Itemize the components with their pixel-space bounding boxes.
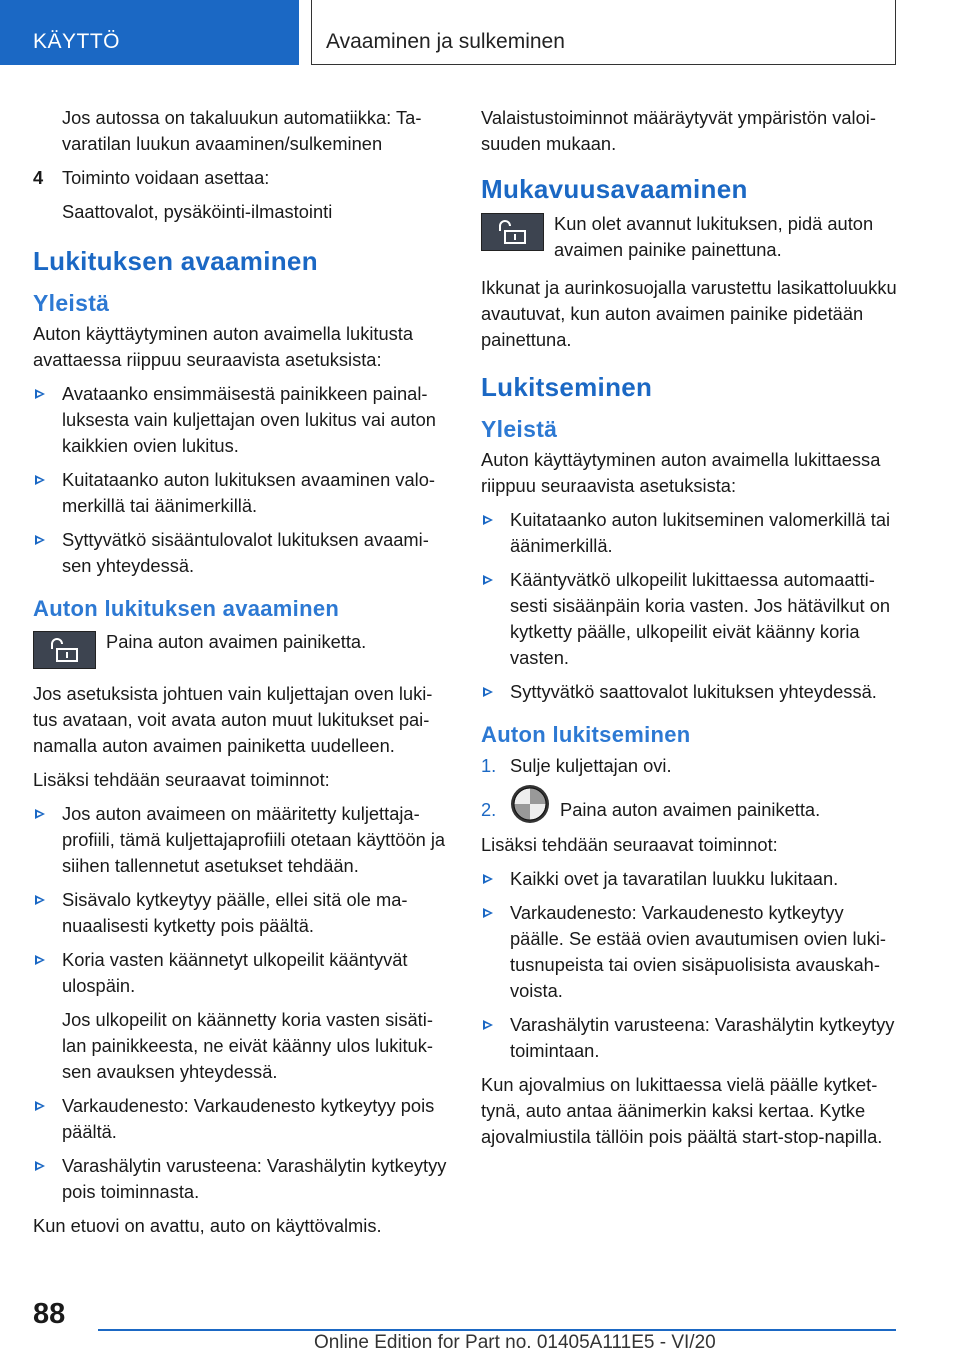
end-text: Kun ajovalmius on lukittaessa vielä päälle kytkettynä, auto antaa äänimerkin kaksi kertaa. Kytke ajovalmiustila tällöin pois päältä start-stop-napilla. [481,1074,883,1148]
general-bullets [481,507,901,705]
list-item: Syttyvätkö saattovalot lukituksen yhteydessä. [481,679,901,705]
end-text: Kun etuovi on avattu, auto on käyttövalmis. [33,1215,382,1236]
step-number: 1. [481,755,497,776]
list-item: Kuitataanko auton lukituksen avaaminen valomerkillä tai äänimerkillä. [33,467,449,519]
left-column [33,105,449,1247]
list-item: Koria vasten käännetyt ulkopeilit kääntyvät ulospäin. Jos ulkopeilit on käännetty koria vasten sisätilan painikkeesta, ne eivät käänny ulos lukituksen avauksen yhteydessä. [33,947,449,1085]
header-section: KÄYTTÖ [0,0,299,65]
triangle-bullet-icon [483,908,493,918]
item-text: Toiminto voidaan asettaa: [62,167,270,188]
triangle-bullet-icon [35,809,45,819]
heading-car-unlock: Auton lukituksen avaaminen [33,596,340,621]
also-text: Lisäksi tehdään seuraavat toiminnot: [33,769,330,790]
comfort-text: Ikkunat ja aurinkosuojalla varustettu lasikattoluukku avautuvat, kun auton avaimen painike pidetään painettuna. [481,277,897,350]
comfort-key-text: Kun olet avannut lukituksen, pidä auton avaimen painike painettuna. [554,213,874,260]
general-text: Auton käyttäytyminen auton avaimella lukitusta avattaessa riippuu seuraavista asetuksista: [33,323,414,370]
unlock-key-icon [481,213,544,251]
step-number: 2. [481,799,497,820]
also-bullets [33,801,449,1205]
step-content [510,797,820,824]
list-item: Jos auton avaimeen on määritetty kuljettajaprofiili, tämä kuljettajaprofiili otetaan käyttöön ja siihen tallennetut asetukset tehdään. [33,801,449,879]
triangle-bullet-icon [35,1101,45,1111]
triangle-bullet-icon [483,1020,493,1030]
also-bullets [481,866,901,1064]
key-text: Paina auton avaimen painiketta. [106,631,367,652]
triangle-bullet-icon [35,895,45,905]
list-item-4 [33,165,449,191]
triangle-bullet-icon [483,874,493,884]
also-text: Lisäksi tehdään seuraavat toiminnot: [481,834,778,856]
heading-comfort: Mukavuusavaaminen [481,174,748,204]
footer-edition: Online Edition for Part no. 01405A111E5 - VI/20 [314,1332,716,1353]
list-item: Kuitataanko auton lukitseminen valomerkillä tai äänimerkillä. [481,507,901,559]
step-1 [481,753,901,779]
heading-general: Yleistä [481,416,558,442]
triangle-bullet-icon [483,515,493,525]
top-text: Valaistustoiminnot määräytyvät ympäristön valoisuuden mukaan. [481,107,876,154]
page-number: 88 [33,1298,66,1330]
list-item: Kääntyvätkö ulkopeilit lukittaessa automaattisesti sisäänpäin koria vasten. Jos hätävilkut on kytketty päälle, ulkopeilit eivät käänny koria vasten. [481,567,901,671]
right-column [481,105,901,1158]
general-bullets [33,381,449,579]
comfort-key-instruction [481,211,901,263]
unlock-key-icon [33,631,96,669]
heading-general: Yleistä [33,290,110,316]
list-item: Kaikki ovet ja tavaratilan luukku lukitaan. [481,866,901,892]
step-text: Paina auton avaimen painiketta. [560,799,821,820]
mirror-note: Jos ulkopeilit on käännetty koria vasten sisätilan painikkeesta, ne eivät käänny ulos lukituksen avauksen yhteydessä. [62,1009,433,1082]
triangle-bullet-icon [35,535,45,545]
intro-line: Jos autossa on takaluukun automatiikka: Tavaratilan luukun avaaminen/sulkeminen [62,107,422,154]
list-item: Syttyvätkö sisääntulovalot lukituksen avaamisen yhteydessä. [33,527,449,579]
list-item: Varashälytin varusteena: Varashälytin kytkeytyy pois toiminnasta. [33,1153,449,1205]
list-item: Varkaudenesto: Varkaudenesto kytkeytyy päälle. Se estää ovien avautumisen ovien lukitusnupeista tai ovien sisäpuolisista avauskahvoista. [481,900,901,1004]
key-instruction [33,629,449,669]
triangle-bullet-icon [35,389,45,399]
heading-locking: Lukitseminen [481,372,653,402]
list-item: Varkaudenesto: Varkaudenesto kytkeytyy pois päältä. [33,1093,449,1145]
item-subtext: Saattovalot, pysäköinti-ilmastointi [62,201,333,222]
general-text: Auton käyttäytyminen auton avaimella lukittaessa riippuu seuraavista asetuksista: [481,449,881,496]
triangle-bullet-icon [35,475,45,485]
list-item: Sisävalo kytkeytyy päälle, ellei sitä ole manuaalisesti kytketty pois päältä. [33,887,449,939]
footer-divider [98,1329,896,1331]
triangle-bullet-icon [35,1161,45,1171]
list-item: Avataanko ensimmäisestä painikkeen painalluksesta vain kuljettajan oven lukitus vai auton kaikkien ovien lukitus. [33,381,449,459]
header-title: Avaaminen ja sulkeminen [311,0,896,65]
bmw-logo-icon [510,784,550,824]
list-item: Varashälytin varusteena: Varashälytin kytkeytyy toimintaan. [481,1012,901,1064]
step-text: Sulje kuljettajan ovi. [510,755,672,776]
heading-unlock: Lukituksen avaaminen [33,246,318,276]
after-key-text: Jos asetuksista johtuen vain kuljettajan oven lukitus avataan, voit avata auton muut lukitukset painamalla auton avaimen painiketta uudelleen. [33,683,433,756]
triangle-bullet-icon [35,955,45,965]
heading-car-lock: Auton lukitseminen [481,722,691,747]
triangle-bullet-icon [483,687,493,697]
item-number: 4 [33,167,44,188]
triangle-bullet-icon [483,575,493,585]
step-2 [481,797,901,824]
